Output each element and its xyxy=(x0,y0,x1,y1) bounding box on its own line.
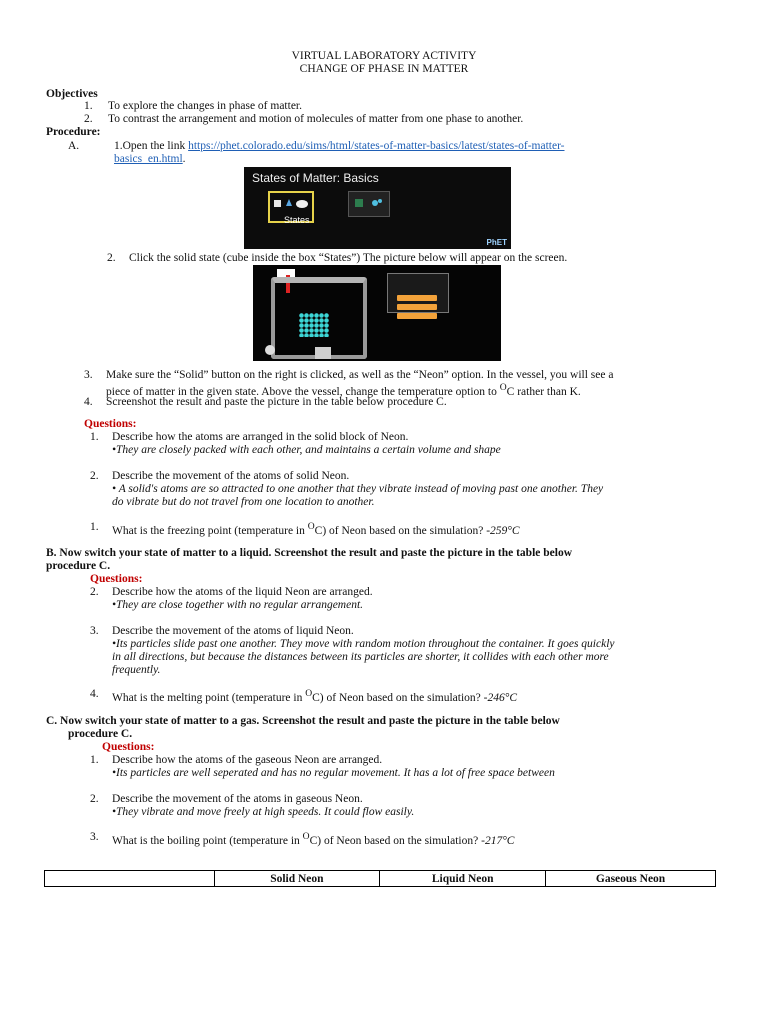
qc1-num: 1. xyxy=(90,754,99,766)
solid-button xyxy=(397,295,437,301)
objective-2-num: 2. xyxy=(84,113,93,125)
states-label: States xyxy=(284,215,310,225)
link-suffix: . xyxy=(182,153,186,165)
state-buttons xyxy=(397,295,437,322)
qa3-question xyxy=(112,521,520,537)
step-a2-text: Click the solid state (cube inside the box “States”) The picture below will appear on the screen. xyxy=(129,252,568,264)
qa2-question: Describe the movement of the atoms of solid Neon. xyxy=(112,470,350,482)
degree-symbol: O xyxy=(305,688,313,699)
qc2-num: 2. xyxy=(90,793,99,805)
boiling-point-answer: -217°C xyxy=(481,834,515,847)
qc2-question: Describe the movement of the atoms in gaseous Neon. xyxy=(112,793,363,805)
qb2-answer-line3: frequently. xyxy=(112,664,161,676)
phase-changes-icon xyxy=(349,192,389,216)
states-icons-icon xyxy=(270,193,312,213)
sim-screenshot-solid xyxy=(253,265,501,361)
step-a3-num: 3. xyxy=(84,369,93,381)
play-pause-icon xyxy=(265,345,275,355)
sim-screenshot-home xyxy=(244,167,511,249)
objective-1-text: To explore the changes in phase of matter. xyxy=(108,100,302,112)
phet-link-part1[interactable]: https://phet.colorado.edu/sims/html/states-of-matter-basics/latest/states-of-matter- xyxy=(188,140,565,152)
phet-link-part2[interactable]: basics_en.html xyxy=(114,153,183,165)
section-c-line1: C. Now switch your state of matter to a gas. Screenshot the result and paste the picture in the table below xyxy=(46,715,560,727)
qb1-question: Describe how the atoms of the liquid Neon are arranged. xyxy=(112,586,373,598)
qb2-num: 3. xyxy=(90,625,99,637)
phet-logo: PhET xyxy=(486,238,507,247)
objective-2-text: To contrast the arrangement and motion of molecules of matter from one phase to another. xyxy=(108,113,524,125)
procedure-heading: Procedure: xyxy=(46,126,101,138)
qb1-num: 2. xyxy=(90,586,99,598)
qa1-question: Describe how the atoms are arranged in the solid block of Neon. xyxy=(112,431,409,443)
title-line-2: CHANGE OF PHASE IN MATTER xyxy=(299,63,469,75)
liquid-button xyxy=(397,304,437,310)
qc3-q-b: C) of Neon based on the simulation? xyxy=(309,834,482,847)
qc3-num: 3. xyxy=(90,831,99,843)
melting-point-answer: -246°C xyxy=(483,691,518,704)
results-table xyxy=(44,870,716,887)
degree-symbol: O xyxy=(302,831,310,842)
step-a1-line xyxy=(114,140,565,152)
table-header-gaseous: Gaseous Neon xyxy=(546,871,716,887)
qb2-answer-line1: •Its particles slide past one another. They move with random motion throughout the container. It goes quickly xyxy=(112,638,615,650)
questions-label-c: Questions: xyxy=(102,741,155,753)
qa3-q-b: C) of Neon based on the simulation? xyxy=(314,524,487,537)
qc1-question: Describe how the atoms of the gaseous Neon are arranged. xyxy=(112,754,383,766)
step-a3-line1: Make sure the “Solid” button on the right is clicked, as well as the “Neon” option. In the vessel, you will see a xyxy=(106,369,614,381)
gas-button xyxy=(397,313,437,319)
qb3-q-a: What is the melting point (temperature in xyxy=(112,691,306,704)
qb3-question xyxy=(112,688,517,704)
qa1-num: 1. xyxy=(90,431,99,443)
section-b-line1: B. Now switch your state of matter to a liquid. Screenshot the result and paste the picture in the table below xyxy=(46,547,573,559)
questions-label-b: Questions: xyxy=(90,573,143,585)
table-header-solid: Solid Neon xyxy=(214,871,380,887)
qb1-answer: •They are close together with no regular arrangement. xyxy=(112,599,364,611)
qa2-answer-line1: • A solid's atoms are so attracted to one another that they vibrate instead of moving past one another. They xyxy=(112,483,604,495)
sim-title: States of Matter: Basics xyxy=(252,171,379,185)
table-header-row xyxy=(45,871,716,887)
qb2-question: Describe the movement of the atoms of liquid Neon. xyxy=(112,625,354,637)
objective-1-num: 1. xyxy=(84,100,93,112)
step-a3-line2-a: piece of matter in the given state. Above the vessel, change the temperature option to xyxy=(106,385,500,398)
qb3-q-b: C) of Neon based on the simulation? xyxy=(312,691,484,704)
qc2-answer: •They vibrate and move freely at high speeds. It could flow easily. xyxy=(112,806,415,818)
qa1-answer: •They are closely packed with each other, and maintains a certain volume and shape xyxy=(112,444,501,456)
step-a4-text: Screenshot the result and paste the picture in the table below procedure C. xyxy=(106,396,447,408)
step-a3-line2-b: C rather than K. xyxy=(506,385,581,398)
questions-label-a: Questions: xyxy=(84,418,137,430)
heater-stage xyxy=(315,347,331,359)
qc1-answer: •Its particles are well seperated and has no regular movement. It has a lot of free space between xyxy=(112,767,555,779)
section-b-line2: procedure C. xyxy=(46,560,111,572)
qa3-num: 1. xyxy=(90,521,99,533)
title-line-1: VIRTUAL LABORATORY ACTIVITY xyxy=(291,50,477,62)
degree-symbol: O xyxy=(499,382,507,393)
qb2-answer-line2: in all directions, but because the distances between its particles are shorter, it collides with each other more xyxy=(112,651,609,663)
qa2-num: 2. xyxy=(90,470,99,482)
qa2-answer-line2: do vibrate but do not travel from one location to another. xyxy=(112,496,375,508)
step-a1-prefix: 1.Open the link xyxy=(114,140,189,152)
section-c-line2: procedure C. xyxy=(68,728,133,740)
degree-symbol: O xyxy=(307,521,315,532)
freezing-point-answer: -259°C xyxy=(486,524,520,537)
qc3-question xyxy=(112,831,514,847)
neon-atoms xyxy=(299,313,329,337)
step-a2-num: 2. xyxy=(107,252,116,264)
qb3-num: 4. xyxy=(90,688,99,700)
table-header-blank xyxy=(45,871,215,887)
qc3-q-a: What is the boiling point (temperature in xyxy=(112,834,303,847)
phase-changes-box xyxy=(348,191,390,217)
objectives-heading: Objectives xyxy=(46,88,98,100)
step-a-letter: A. xyxy=(68,140,80,152)
step-a4-num: 4. xyxy=(84,396,93,408)
qa3-q-a: What is the freezing point (temperature in xyxy=(112,524,308,537)
step-a1-line-2 xyxy=(114,153,186,165)
table-header-liquid: Liquid Neon xyxy=(380,871,546,887)
